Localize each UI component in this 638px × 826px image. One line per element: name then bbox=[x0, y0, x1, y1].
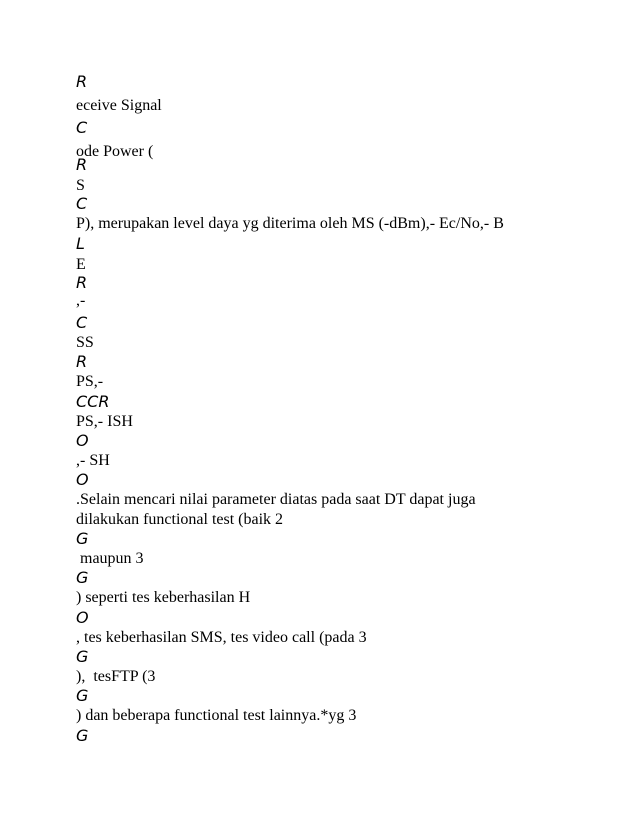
text-line: S bbox=[76, 177, 85, 194]
text-line: G bbox=[76, 726, 89, 745]
text-line: G bbox=[76, 686, 89, 705]
text-line: C bbox=[76, 118, 88, 137]
text-line: PS,- bbox=[76, 373, 104, 390]
text-line: R bbox=[76, 72, 88, 91]
text-line: R bbox=[76, 352, 88, 371]
text-line: ), tesFTP (3 bbox=[76, 668, 156, 685]
text-line: PS,- ISH bbox=[76, 413, 133, 430]
text-line: ,- bbox=[76, 292, 86, 309]
text-line: .Selain mencari nilai parameter diatas pada saat DT dapat juga bbox=[76, 491, 476, 508]
text-line: R bbox=[76, 273, 88, 292]
text-line: ode Power ( bbox=[76, 143, 154, 160]
text-line: L bbox=[76, 234, 85, 253]
text-line: O bbox=[76, 431, 89, 450]
text-line: P), merupakan level daya yg diterima oleh MS (-dBm),- Ec/No,- B bbox=[76, 215, 504, 232]
text-line: E bbox=[76, 256, 86, 273]
text-line: ) dan beberapa functional test lainnya.*yg 3 bbox=[76, 707, 357, 724]
text-line: dilakukan functional test (baik 2 bbox=[76, 511, 284, 528]
text-line: ,- SH bbox=[76, 452, 110, 469]
text-line: C bbox=[76, 194, 88, 213]
text-line: eceive Signal bbox=[76, 97, 162, 114]
text-line: O bbox=[76, 470, 89, 489]
text-line: O bbox=[76, 608, 89, 627]
text-line: G bbox=[76, 647, 89, 666]
text-line: G bbox=[76, 568, 89, 587]
text-line: ) seperti tes keberhasilan H bbox=[76, 589, 251, 606]
text-line: , tes keberhasilan SMS, tes video call (pada 3 bbox=[76, 629, 367, 646]
text-line: maupun 3 bbox=[76, 550, 144, 567]
text-line: G bbox=[76, 529, 89, 548]
text-line: C bbox=[76, 313, 88, 332]
text-line: R bbox=[76, 155, 88, 174]
text-line: SS bbox=[76, 334, 94, 351]
text-line: CCR bbox=[76, 392, 110, 411]
